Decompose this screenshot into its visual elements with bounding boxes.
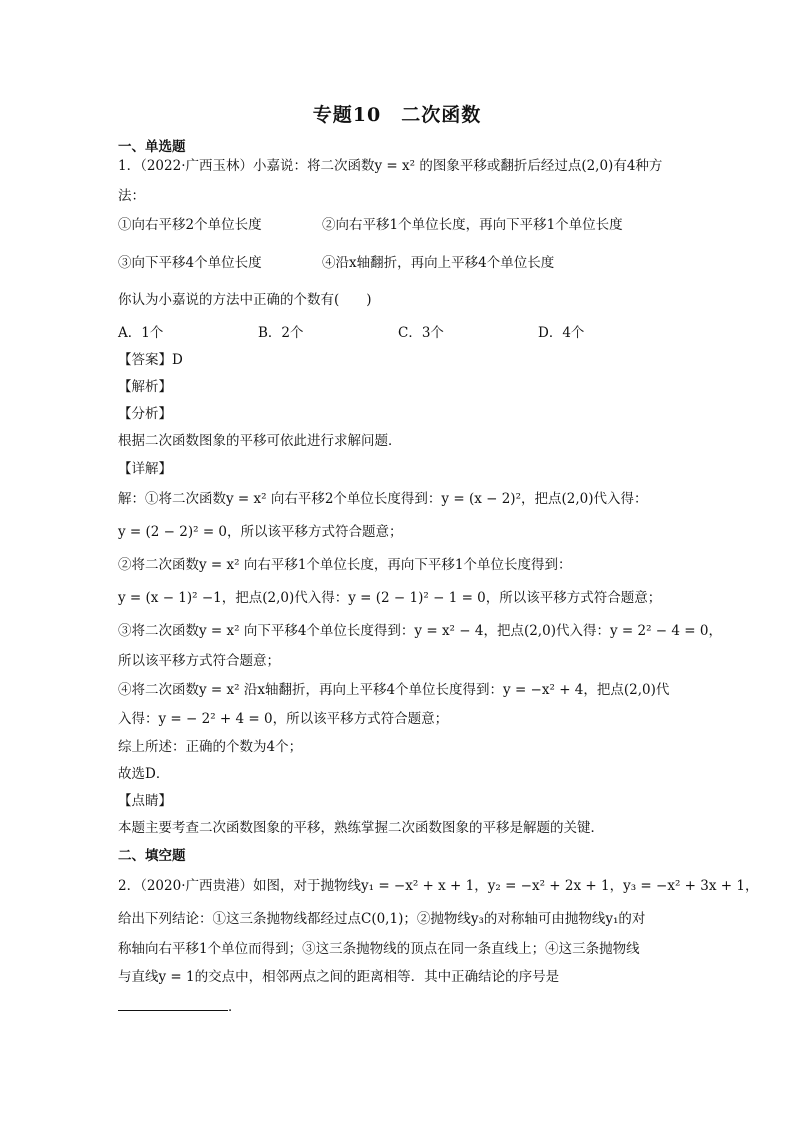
q1-method-4: ④沿x轴翻折，再向上平移4个单位长度 [322,255,555,271]
q1-option-c: C．3个 [398,325,444,341]
q1-option-b: B．2个 [258,325,304,341]
section-heading-single-choice: 一、单选题 [118,139,186,155]
q1-detail-line: y = (x − 1)² −1，把点(2,0)代入得：y = (2 − 1)² − 1 = 0，所以该平移方式符合题意； [118,590,662,606]
q1-dianjing-heading: 【点睛】 [118,793,172,809]
q2-answer-blank-line [118,996,242,1017]
q1-option-a: A．1个 [118,325,164,341]
q1-option-d: D．4个 [538,325,585,341]
q1-dianjing-text: 本题主要考查二次函数图象的平移，熟练掌握二次函数图象的平移是解题的关键． [118,820,604,836]
q1-detail-line: 所以该平移方式符合题意； [118,653,280,669]
q2-stem-line: 2．（2020·广西贵港）如图，对于抛物线y₁ = −x² + x + 1，y₂ = −x² + 2x + 1，y₃ = −x² + 3x + 1， [118,878,759,894]
q1-detail-heading: 【详解】 [118,461,172,477]
q2-stem-line: 给出下列结论：①这三条抛物线都经过点C(0,1)；②抛物线y₃的对称轴可由抛物线y₁的对 [118,911,646,927]
q1-detail-line: y = (2 − 2)² = 0，所以该平移方式符合题意； [118,524,403,540]
q1-detail-line: ③将二次函数y = x² 向下平移4个单位长度得到：y = x² − 4，把点(2,0)代入得：y = 2² − 4 = 0， [118,623,722,639]
q1-stem-line1: 1．（2022·广西玉林）小嘉说：将二次函数y = x² 的图象平移或翻折后经过点(2,0)有4种方 [118,158,663,174]
q1-detail-line: ②将二次函数y = x² 向右平移1个单位长度，再向下平移1个单位长度得到： [118,557,572,573]
q2-stem-line: 与直线y = 1的交点中，相邻两点之间的距离相等．其中正确结论的序号是 [118,969,560,985]
q1-method-1: ①向右平移2个单位长度 [118,217,262,233]
answer-blank[interactable] [118,996,228,1011]
q1-method-3: ③向下平移4个单位长度 [118,255,262,271]
page-title: 专题10 二次函数 [312,104,482,126]
q1-method-2: ②向右平移1个单位长度，再向下平移1个单位长度 [322,217,623,233]
q1-detail-line: 故选D． [118,766,170,782]
q1-answer: 【答案】D [118,352,183,368]
q1-detail-line: 解：①将二次函数y = x² 向右平移2个单位长度得到：y = (x − 2)²，把点(2,0)代入得： [118,491,648,507]
q1-detail-line: 入得：y = − 2² + 4 = 0，所以该平移方式符合题意； [118,711,449,727]
q1-question: 你认为小嘉说的方法中正确的个数有( ) [118,292,372,308]
q1-fenxi-text: 根据二次函数图象的平移可依此进行求解问题． [118,433,402,449]
q1-detail-line: ④将二次函数y = x² 沿x轴翻折，再向上平移4个单位长度得到：y = −x² + 4，把点(2,0)代 [118,682,670,698]
q2-stem-line: 称轴向右平移1个单位而得到；③这三条抛物线的顶点在同一条直线上；④这三条抛物线 [118,941,640,957]
q1-stem-line2: 法： [118,188,145,204]
section-heading-fill-blank: 二、填空题 [118,848,186,864]
q1-analysis-heading: 【解析】 [118,379,172,395]
q1-detail-line: 综上所述：正确的个数为4个； [118,739,303,755]
q2-period: ． [228,999,242,1015]
q1-fenxi-heading: 【分析】 [118,406,172,422]
